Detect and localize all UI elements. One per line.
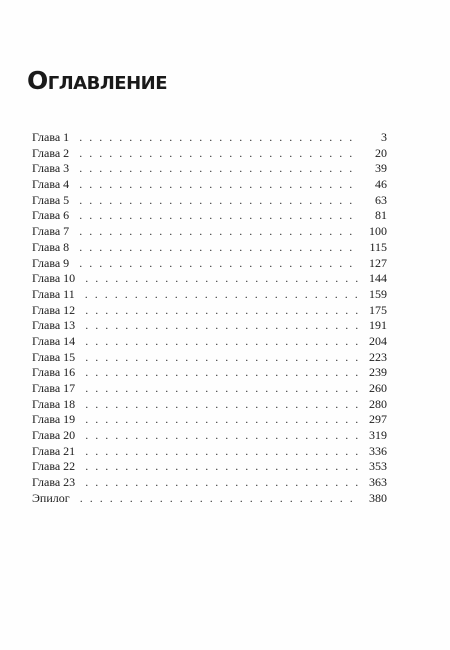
toc-leader-dots [85,475,359,491]
toc-entry-label: Глава 6 [32,208,70,223]
page-title: Оглавление [27,66,167,95]
toc-entry-page: 159 [369,286,387,301]
toc-entry-page: 3 [381,130,387,144]
toc-entry-label: Глава 11 [32,286,75,301]
toc-entry-label: Глава 7 [32,224,70,239]
toc-entry [32,208,387,224]
toc-entry [32,240,387,256]
toc-entry-page: 380 [369,490,387,505]
toc-entry-label: Глава 20 [32,428,76,443]
toc-entry [32,381,387,397]
toc-leader-dots [79,256,359,272]
toc-leader-dots [85,271,359,287]
toc-entry-label: Глава 10 [32,271,76,286]
toc-leader-dots [85,412,359,428]
toc-entry-label: Глава 21 [32,443,76,458]
toc-leader-dots [85,287,359,303]
toc-entry-label: Глава 13 [32,318,76,333]
toc-entry-page: 46 [375,177,387,192]
toc-entry-page: 336 [369,443,387,458]
toc-entry-label: Глава 2 [32,145,70,160]
toc-entry-page: 239 [369,365,387,380]
toc-leader-dots [85,444,359,460]
toc-entry [32,397,387,413]
toc-entry-page: 319 [369,428,387,443]
toc-entry [32,459,387,475]
toc-entry-label: Глава 15 [32,349,76,364]
toc-entry-page: 100 [369,224,387,239]
toc-entry [32,303,387,319]
toc-entry [32,130,387,146]
toc-leader-dots [85,318,359,334]
toc-entry [32,256,387,272]
toc-entry-page: 280 [369,396,387,411]
toc-leader-dots [85,350,359,366]
toc-leader-dots [79,177,359,193]
toc-entry [32,412,387,428]
toc-entry-label: Глава 8 [32,239,70,254]
toc-entry-page: 175 [369,302,387,317]
toc-entry-page: 127 [369,255,387,270]
toc-entry [32,365,387,381]
toc-leader-dots [85,334,359,350]
toc-leader-dots [79,240,359,256]
toc-entry [32,334,387,350]
toc-entry [32,161,387,177]
toc-entry-label: Глава 23 [32,475,76,490]
toc-entry [32,271,387,287]
toc-entry-label: Глава 1 [32,130,70,144]
toc-entry-page: 204 [369,333,387,348]
toc-entry-page: 144 [369,271,387,286]
toc-entry [32,146,387,162]
toc-entry-label: Глава 4 [32,177,70,192]
toc-entry-label: Глава 19 [32,412,76,427]
toc-leader-dots [85,365,359,381]
toc-leader-dots [85,459,359,475]
toc-entry-label: Глава 14 [32,333,76,348]
toc-entry-page: 39 [375,161,387,176]
toc-entry-page: 363 [369,475,387,490]
toc-entry-label: Глава 3 [32,161,70,176]
table-of-contents [32,130,387,507]
toc-leader-dots [79,208,359,224]
toc-entry-page: 353 [369,459,387,474]
toc-leader-dots [85,303,359,319]
toc-entry [32,177,387,193]
toc-entry-page: 260 [369,381,387,395]
toc-leader-dots [79,146,359,162]
toc-entry [32,350,387,366]
toc-entry-label: Глава 22 [32,459,76,474]
toc-entry [32,287,387,303]
toc-entry-page: 81 [375,208,387,223]
toc-entry-label: Глава 17 [32,381,76,395]
toc-leader-dots [85,397,359,413]
toc-leader-dots [79,224,359,240]
toc-entry [32,224,387,240]
toc-leader-dots [79,193,359,209]
toc-entry-page: 191 [369,318,387,333]
toc-entry-page: 20 [375,145,387,160]
toc-entry-page: 115 [369,239,387,254]
toc-leader-dots [85,381,359,397]
toc-entry [32,428,387,444]
toc-entry-page: 223 [369,349,387,364]
toc-leader-dots [85,428,359,444]
toc-entry [32,193,387,209]
toc-entry [32,475,387,491]
toc-entry-label: Глава 18 [32,396,76,411]
toc-entry-page: 297 [369,412,387,427]
toc-entry-label: Глава 12 [32,302,76,317]
toc-entry-page: 63 [375,192,387,207]
toc-leader-dots [79,130,359,146]
toc-leader-dots [79,161,359,177]
toc-entry [32,444,387,460]
toc-entry [32,318,387,334]
toc-entry-label: Глава 5 [32,192,70,207]
toc-entry-label: Глава 16 [32,365,76,380]
toc-entry-label: Глава 9 [32,255,70,270]
toc-leader-dots [80,491,359,507]
toc-entry [32,491,387,507]
toc-entry-label: Эпилог [32,490,70,505]
